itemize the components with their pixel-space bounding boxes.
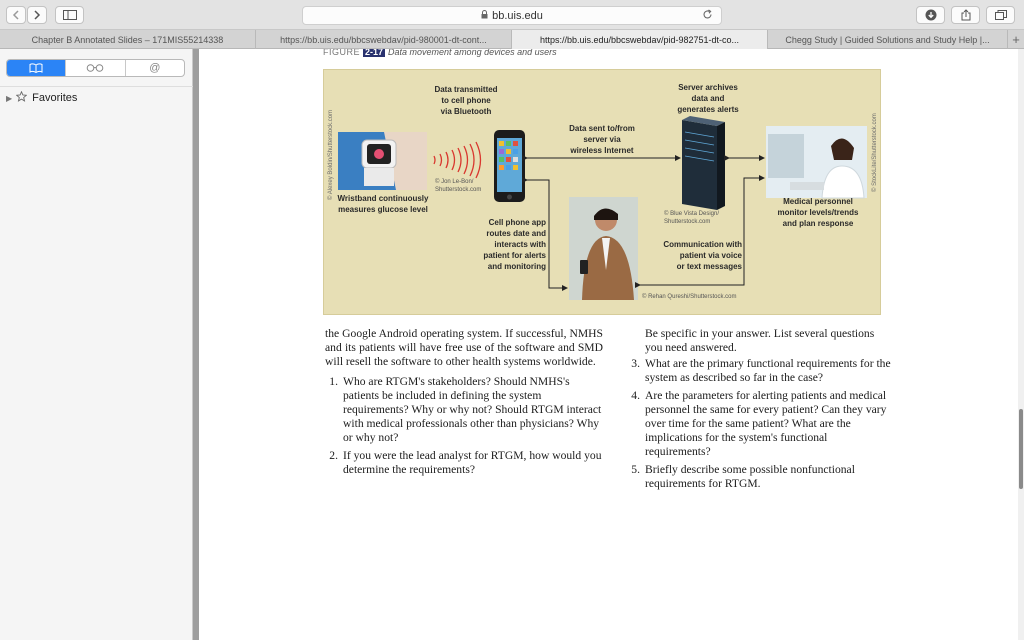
back-button[interactable]	[6, 6, 26, 24]
at-icon: @	[149, 62, 161, 74]
question-item	[325, 375, 603, 445]
question-item	[627, 357, 891, 385]
text-column-left	[325, 327, 603, 481]
wristband-photo	[338, 132, 427, 190]
figure-caption-text: Data movement among devices and users	[388, 49, 557, 57]
question-item	[627, 389, 891, 459]
favorites-folder[interactable]	[6, 91, 77, 105]
label-medical: Medical personnel monitor levels/trends and plan response	[777, 197, 859, 228]
label-wristband: Wristband continuously measures glucose level	[337, 194, 429, 214]
label-bluetooth: Data transmitted to cell phone via Bluetooth	[434, 85, 498, 116]
favorites-label: Favorites	[32, 92, 78, 104]
server-graphic	[682, 116, 725, 210]
address-url: bb.uis.edu	[492, 9, 543, 22]
address-bar[interactable]	[302, 6, 722, 25]
figure-caption-prefix: FIGURE	[323, 49, 361, 57]
credit-leblon: © Jon Le-Bon/ Shutterstock.com	[435, 179, 482, 193]
question-number: 3.	[631, 357, 640, 370]
tab-chegg[interactable]	[768, 30, 1008, 49]
question-text: Are the parameters for alerting patients and medical personnel the same for every patient? Can they vary over time for the same patient? What are the implications for the system's functional requirements?	[645, 389, 887, 458]
tab-label: https://bb.uis.edu/bbcswebdav/pid-982751-dt-co...	[539, 34, 740, 45]
credit-rehan: © Rehan Qureshi/Shutterstock.com	[642, 294, 737, 300]
browser-toolbar	[0, 0, 1024, 30]
glasses-icon	[86, 64, 104, 72]
tab-chapter-slides[interactable]	[0, 30, 256, 49]
label-internet: Data sent to/from server via wireless Internet	[569, 124, 635, 155]
sidebar-divider	[0, 86, 193, 87]
credit-stocklite: © StockLite/Shutterstock.com	[872, 113, 878, 192]
tab-label: https://bb.uis.edu/bbcswebdav/pid-980001-dt-cont...	[280, 34, 487, 45]
tabs-overview-button[interactable]	[986, 6, 1015, 24]
sidebar-segment-control	[6, 59, 185, 77]
sidebar-toggle-button[interactable]	[55, 6, 84, 24]
question-text: What are the primary functional requirements for the system as described so far in the case?	[645, 357, 891, 384]
tabs-icon	[995, 10, 1007, 20]
figure-number: 2-17	[365, 49, 384, 57]
question-list-right	[627, 357, 891, 491]
label-server-archives: Server archives data and generates alerts	[677, 83, 739, 114]
downloads-button[interactable]	[916, 6, 945, 24]
tab-bar	[0, 30, 1024, 49]
scrollbar-track[interactable]	[1018, 49, 1024, 640]
question-number: 2.	[329, 449, 338, 462]
text-column-right	[627, 327, 891, 495]
chevron-right-icon	[33, 10, 41, 20]
label-communication: Communication with patient via voice or text messages	[663, 240, 742, 271]
chevron-left-icon	[12, 10, 20, 20]
lock-icon	[481, 10, 488, 22]
credit-bluevista: © Blue Vista Design/ Shutterstock.com	[664, 211, 720, 225]
question-text: Briefly describe some possible nonfunctional requirements for RTGM.	[645, 463, 855, 490]
question-item	[627, 463, 891, 491]
question-text: If you were the lead analyst for RTGM, how would you determine the requirements?	[343, 449, 602, 476]
book-icon	[29, 63, 43, 73]
share-icon	[961, 9, 971, 21]
man-photo	[569, 197, 638, 300]
paragraph-right: Be specific in your answer. List several questions you need answered.	[645, 327, 875, 354]
phone-graphic	[494, 130, 525, 202]
new-tab-button[interactable]: +	[1012, 31, 1020, 47]
document-view	[199, 49, 1024, 640]
disclosure-triangle-icon[interactable]: ▶	[6, 93, 13, 103]
scrollbar-thumb[interactable]	[1019, 409, 1023, 489]
doctor-photo	[766, 126, 867, 198]
figure-diagram	[323, 69, 881, 315]
figure-caption	[323, 49, 557, 57]
share-button[interactable]	[951, 6, 980, 24]
shared-links-tab[interactable]	[126, 60, 184, 76]
tab-label: Chegg Study | Guided Solutions and Study Help |...	[785, 34, 990, 45]
question-text: Who are RTGM's stakeholders? Should NMHS's patients be included in defining the system requirements? Why or why not? Should RTGM interact with medical professionals other than physicians? Why or why not?	[343, 375, 602, 444]
reload-icon[interactable]	[702, 9, 713, 23]
question-list-left	[325, 375, 603, 477]
bookmarks-tab[interactable]	[7, 60, 66, 76]
tab-pid-980001[interactable]	[256, 30, 512, 49]
question-number: 1.	[329, 375, 338, 388]
tab-pid-982751[interactable]	[512, 30, 768, 49]
forward-button[interactable]	[27, 6, 47, 24]
paragraph-left: the Google Android operating system. If successful, NMHS and its patients will have free use of the software and SMD will resell the software to other health systems worldwide.	[325, 327, 603, 368]
tab-label: Chapter B Annotated Slides – 171MIS55214338	[31, 34, 224, 45]
sidebar	[0, 49, 193, 640]
download-icon	[925, 9, 937, 21]
credit-bostin: © Alexey Boldin/Shutterstock.com	[328, 109, 334, 200]
question-number: 5.	[631, 463, 640, 476]
question-item	[325, 449, 603, 477]
star-icon	[16, 91, 27, 105]
sidebar-icon	[63, 10, 77, 20]
question-number: 4.	[631, 389, 640, 402]
bluetooth-waves	[434, 142, 481, 178]
label-cell-app: Cell phone app routes date and interacts with patient for alerts and monitoring	[483, 218, 546, 271]
reading-list-tab[interactable]	[66, 60, 125, 76]
